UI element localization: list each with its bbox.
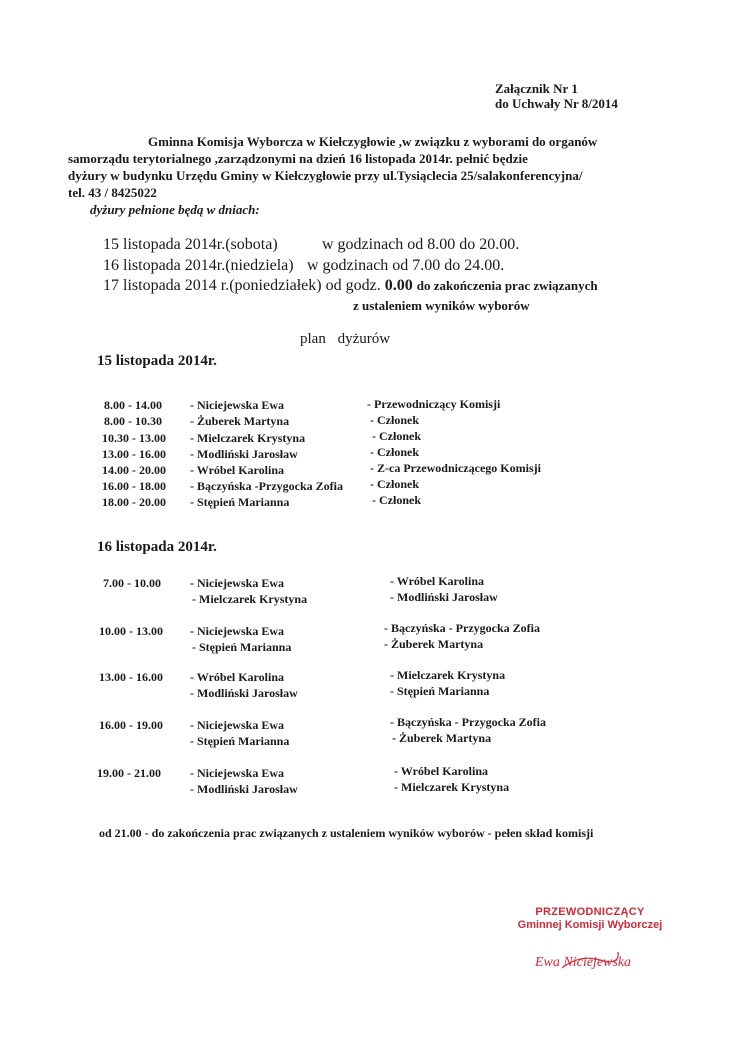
block-right-1: - Bączyńska - Przygocka Zofia: [384, 621, 540, 635]
block-left-2: - Mielczarek Krystyna: [192, 592, 308, 606]
section-1-title: 15 listopada 2014r.: [97, 353, 217, 369]
intro-line-3: dyżury w budynku Urzędu Gminy w Kiełczygłowie przy ul.Tysiąclecia 25/salakonferencyjna/: [68, 168, 583, 183]
block-left-1: - Niciejewska Ewa: [190, 766, 284, 780]
row-role: - Członek: [372, 429, 421, 443]
intro-line-2: samorządu terytorialnego ,zarządzonymi na dzień 16 listopada 2014r. pełnić będzie: [68, 151, 528, 166]
day-2-hours: w godzinach od 7.00 do 24.00.: [307, 257, 505, 274]
row-name: - Wróbel Karolina: [190, 463, 285, 477]
attachment-number: Załącznik Nr 1: [495, 81, 578, 96]
block-left-2: - Stępień Marianna: [190, 734, 290, 748]
block-time: 19.00 - 21.00: [97, 766, 161, 780]
row-name: - Bączyńska -Przygocka Zofia: [190, 479, 343, 493]
block-right-1: - Wróbel Karolina: [394, 764, 489, 778]
row-name: - Mielczarek Krystyna: [190, 431, 306, 445]
row-time: 18.00 - 20.00: [102, 495, 166, 509]
day-2: 16 listopada 2014r.(niedziela): [103, 257, 294, 274]
intro-line-4: tel. 43 / 8425022: [68, 185, 157, 200]
footer-note: od 21.00 - do zakończenia prac związanych z ustaleniem wyników wyborów - pełen skład komisji: [99, 826, 594, 840]
block-right-1: - Bączyńska - Przygocka Zofia: [390, 715, 546, 729]
signature-stroke: [560, 950, 620, 972]
day-3-rest: do zakończenia prac związanych: [416, 278, 598, 293]
row-time: 16.00 - 18.00: [102, 479, 166, 493]
row-time: 8.00 - 10.30: [104, 414, 162, 428]
block-time: 13.00 - 16.00: [99, 670, 163, 684]
block-left-1: - Niciejewska Ewa: [190, 624, 284, 638]
day-3-rest-2: z ustaleniem wyników wyborów: [353, 298, 530, 313]
block-right-1: - Mielczarek Krystyna: [390, 668, 506, 682]
row-time: 10.30 - 13.00: [102, 431, 166, 445]
block-time: 7.00 - 10.00: [103, 576, 161, 590]
day-1-hours: w godzinach od 8.00 do 20.00.: [322, 236, 520, 253]
block-right-1: - Wróbel Karolina: [390, 574, 485, 588]
row-role: - Przewodniczący Komisji: [367, 397, 501, 411]
block-time: 16.00 - 19.00: [99, 718, 163, 732]
row-time: 14.00 - 20.00: [102, 463, 166, 477]
row-time: 13.00 - 16.00: [102, 447, 166, 461]
row-name: - Żuberek Martyna: [190, 414, 290, 428]
row-name: - Niciejewska Ewa: [190, 398, 284, 412]
row-time: 8.00 - 14.00: [104, 398, 162, 412]
block-left-1: - Wróbel Karolina: [190, 670, 285, 684]
signature: Ewa Niciejewska: [535, 955, 632, 970]
row-role: - Z-ca Przewodniczącego Komisji: [370, 461, 541, 475]
section-2-title: 16 listopada 2014r.: [97, 539, 217, 555]
row-role: - Członek: [372, 493, 421, 507]
row-name: - Modliński Jarosław: [190, 447, 298, 461]
block-left-2: - Modliński Jarosław: [190, 686, 298, 700]
row-name: - Stępień Marianna: [190, 495, 290, 509]
stamp-line-1: PRZEWODNICZĄCY: [535, 906, 645, 918]
chairman-stamp: [510, 906, 670, 931]
block-left-2: - Modliński Jarosław: [190, 782, 298, 796]
resolution-number: do Uchwały Nr 8/2014: [495, 96, 618, 111]
day-3: [103, 277, 598, 295]
block-right-2: - Mielczarek Krystyna: [394, 780, 510, 794]
block-right-2: - Modliński Jarosław: [390, 590, 498, 604]
duty-subtitle: dyżury pełnione będą w dniach:: [90, 202, 260, 217]
block-right-2: - Żuberek Martyna: [384, 637, 484, 651]
day-1: 15 listopada 2014r.(sobota): [103, 236, 278, 253]
day-3-label: 17 listopada 2014 r.(poniedziałek) od godz.: [103, 277, 381, 294]
intro-line-1: Gminna Komisja Wyborcza w Kiełczygłowie ,w związku z wyborami do organów: [148, 134, 598, 149]
stamp-line-2: Gminnej Komisji Wyborczej: [517, 919, 663, 931]
block-left-1: - Niciejewska Ewa: [190, 576, 284, 590]
row-role: - Członek: [370, 445, 419, 459]
plan-title: plan dyżurów: [300, 331, 391, 347]
block-left-1: - Niciejewska Ewa: [190, 718, 284, 732]
row-role: - Członek: [370, 477, 419, 491]
block-right-2: - Stępień Marianna: [390, 684, 490, 698]
block-time: 10.00 - 13.00: [99, 624, 163, 638]
row-role: - Członek: [370, 413, 419, 427]
block-right-2: - Żuberek Martyna: [392, 731, 492, 745]
day-3-time: 0.00: [384, 277, 413, 294]
block-left-2: - Stępień Marianna: [192, 640, 292, 654]
